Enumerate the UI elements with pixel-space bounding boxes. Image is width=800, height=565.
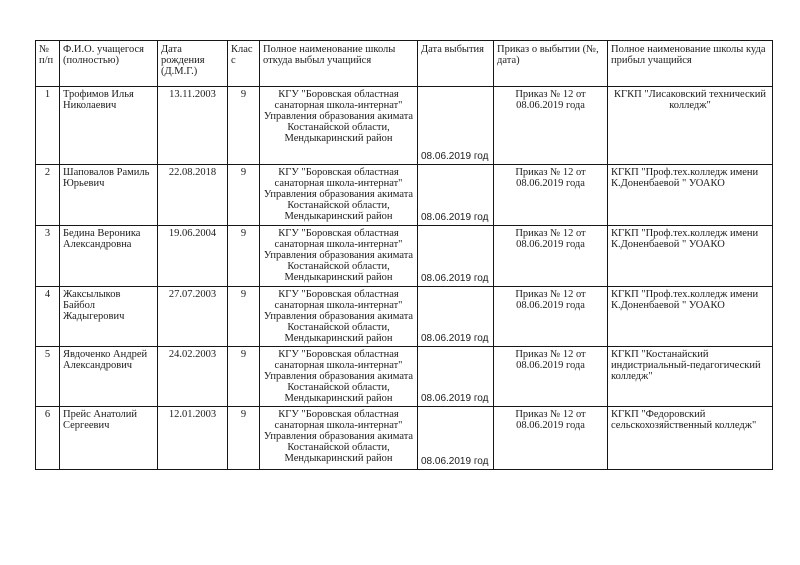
cell-grade: 9 (228, 347, 260, 407)
students-departure-table (35, 40, 773, 470)
cell-school-to: КГКП "Проф.тех.колледж имени К.Доненбаевой " УОАКО (608, 226, 773, 287)
cell-departure-order: Приказ № 12 от 08.06.2019 года (494, 407, 608, 470)
cell-leave-date: 08.06.2019 год (418, 347, 494, 407)
cell-leave-date: 08.06.2019 год (418, 407, 494, 470)
cell-school-from: КГУ "Боровская областная санаторная школа-интернат" Управления образования акимата Костанайской области, Мендыкаринский район (260, 287, 418, 347)
cell-row-number: 5 (36, 347, 60, 407)
cell-departure-order: Приказ № 12 от 08.06.2019 года (494, 165, 608, 226)
cell-grade: 9 (228, 226, 260, 287)
cell-birth-date: 27.07.2003 (158, 287, 228, 347)
cell-birth-date: 13.11.2003 (158, 87, 228, 165)
cell-school-from: КГУ "Боровская областная санаторная школа-интернат" Управления образования акимата Костанайской области, Мендыкаринский район (260, 347, 418, 407)
cell-departure-order: Приказ № 12 от 08.06.2019 года (494, 87, 608, 165)
cell-student-name: Явдоченко Андрей Александрович (60, 347, 158, 407)
cell-leave-date: 08.06.2019 год (418, 87, 494, 165)
table-row (36, 287, 773, 347)
cell-birth-date: 22.08.2018 (158, 165, 228, 226)
cell-school-to: КГКП "Федоровский сельскохозяйственный колледж" (608, 407, 773, 470)
col-header-name: Ф.И.О. учащегося (полностью) (60, 41, 158, 87)
cell-student-name: Трофимов Илья Николаевич (60, 87, 158, 165)
table-row (36, 165, 773, 226)
header-row (36, 41, 773, 87)
cell-school-to: КГКП "Костанайский индистриальный-педагогический колледж" (608, 347, 773, 407)
cell-grade: 9 (228, 407, 260, 470)
cell-grade: 9 (228, 287, 260, 347)
cell-departure-order: Приказ № 12 от 08.06.2019 года (494, 226, 608, 287)
cell-birth-date: 24.02.2003 (158, 347, 228, 407)
table-row (36, 87, 773, 165)
table-row (36, 226, 773, 287)
col-header-birth-date: Дата рождения (Д.М.Г.) (158, 41, 228, 87)
cell-birth-date: 12.01.2003 (158, 407, 228, 470)
cell-departure-order: Приказ № 12 от 08.06.2019 года (494, 287, 608, 347)
cell-birth-date: 19.06.2004 (158, 226, 228, 287)
cell-student-name: Прейс Анатолий Сергеевич (60, 407, 158, 470)
cell-school-from: КГУ "Боровская областная санаторная школа-интернат" Управления образования акимата Костанайской области, Мендыкаринский район (260, 226, 418, 287)
cell-leave-date: 08.06.2019 год (418, 287, 494, 347)
col-header-num: № п/п (36, 41, 60, 87)
cell-grade: 9 (228, 87, 260, 165)
col-header-leave-date: Дата выбытия (418, 41, 494, 87)
cell-school-to: КГКП "Проф.тех.колледж имени К.Доненбаевой " УОАКО (608, 165, 773, 226)
cell-row-number: 2 (36, 165, 60, 226)
cell-row-number: 1 (36, 87, 60, 165)
cell-school-to: КГКП "Проф.тех.колледж имени К.Доненбаевой " УОАКО (608, 287, 773, 347)
col-header-grade: Класс (228, 41, 260, 87)
col-header-school-to: Полное наименование школы куда прибыл учащийся (608, 41, 773, 87)
cell-grade: 9 (228, 165, 260, 226)
col-header-order: Приказ о выбытии (№, дата) (494, 41, 608, 87)
col-header-school-from: Полное наименование школы откуда выбыл учащийся (260, 41, 418, 87)
cell-leave-date: 08.06.2019 год (418, 226, 494, 287)
cell-row-number: 6 (36, 407, 60, 470)
cell-student-name: Бедина Вероника Александровна (60, 226, 158, 287)
cell-school-from: КГУ "Боровская областная санаторная школа-интернат" Управления образования акимата Костанайской области, Мендыкаринский район (260, 165, 418, 226)
table-row (36, 347, 773, 407)
cell-school-to: КГКП "Лисаковский технический колледж" (608, 87, 773, 165)
cell-student-name: Шаповалов Рамиль Юрьевич (60, 165, 158, 226)
cell-school-from: КГУ "Боровская областная санаторная школа-интернат" Управления образования акимата Костанайской области, Мендыкаринский район (260, 407, 418, 470)
cell-row-number: 4 (36, 287, 60, 347)
cell-row-number: 3 (36, 226, 60, 287)
cell-school-from: КГУ "Боровская областная санаторная школа-интернат" Управления образования акимата Костанайской области, Мендыкаринский район (260, 87, 418, 165)
table-row (36, 407, 773, 470)
cell-leave-date: 08.06.2019 год (418, 165, 494, 226)
cell-departure-order: Приказ № 12 от 08.06.2019 года (494, 347, 608, 407)
cell-student-name: Жаксылыков Байбол Жадыгерович (60, 287, 158, 347)
